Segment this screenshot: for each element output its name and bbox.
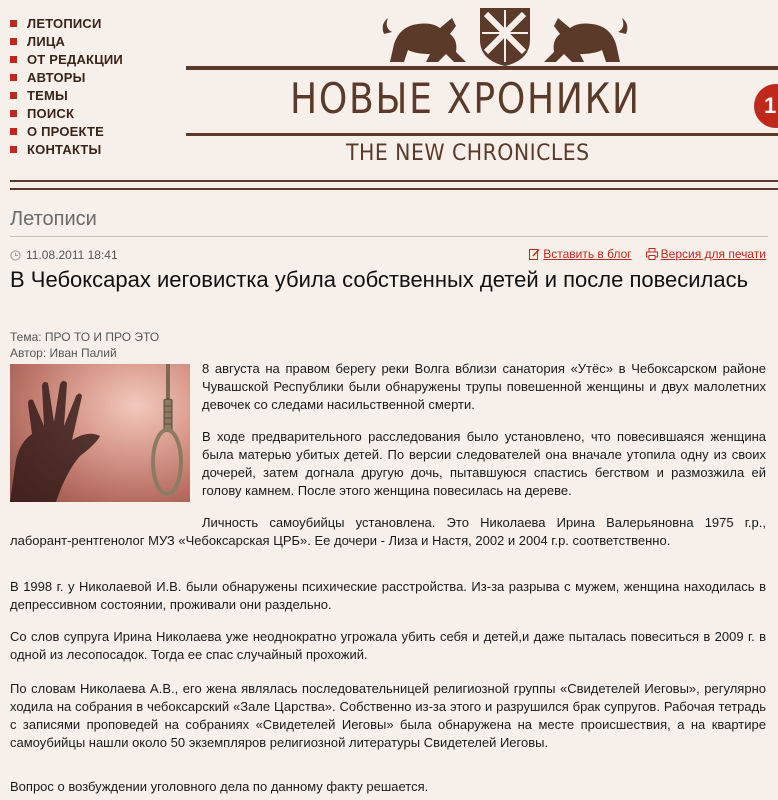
- article-paragraph-2: В ходе предварительного расследования было установлено, что повесившаяся женщина была матерью убитых детей. По версии следователей она вначале утопила одну из своих дочерей, затем догнала другую дочь, пытавшуюся спастись бегством и размозжила ей голову камнем. После этого женщина повесилась на дереве.: [202, 429, 766, 498]
- bullet-icon: [10, 146, 17, 153]
- section-divider: [10, 236, 768, 237]
- article-author[interactable]: Автор: Иван Палий: [10, 346, 117, 360]
- bullet-icon: [10, 38, 17, 45]
- nav-item-o-proekte[interactable]: О ПРОЕКТЕ: [10, 122, 123, 140]
- article-paragraph-7: Вопрос о возбуждении уголовного дела по данному факту решается.: [10, 779, 429, 794]
- article-photo: [10, 364, 190, 502]
- article-theme[interactable]: Тема: ПРО ТО И ПРО ЭТО: [10, 330, 160, 344]
- print-version-link[interactable]: Версия для печати: [646, 247, 766, 261]
- main-nav: [10, 14, 123, 158]
- age-badge: 1: [754, 84, 778, 128]
- nav-item-litsa[interactable]: ЛИЦА: [10, 32, 123, 50]
- header-rule-1: [10, 180, 778, 182]
- logo-rule-middle: [186, 133, 778, 136]
- print-icon: [646, 248, 658, 260]
- clock-icon: [10, 250, 21, 261]
- header-rule-2: [10, 188, 778, 190]
- pencil-icon: [529, 248, 540, 260]
- blog-embed-link[interactable]: Вставить в блог: [529, 247, 631, 261]
- nav-item-letopisi[interactable]: ЛЕТОПИСИ: [10, 14, 123, 32]
- article-paragraph-4: В 1998 г. у Николаевой И.В. были обнаружены психические расстройства. Из-за разрыва с мужем, женщина находилась в депрессивном состоянии, проживали они раздельно.: [10, 579, 766, 612]
- article-tools: [515, 247, 766, 261]
- logo-rule-top: [186, 66, 778, 70]
- bullet-icon: [10, 128, 17, 135]
- nav-item-poisk[interactable]: ПОИСК: [10, 104, 123, 122]
- article-date: [10, 248, 118, 262]
- bullet-icon: [10, 20, 17, 27]
- bullet-icon: [10, 110, 17, 117]
- lions-emblem-icon[interactable]: [380, 4, 630, 66]
- logo-subtitle: THE NEW CHRONICLES: [346, 141, 590, 166]
- nav-item-temy[interactable]: ТЕМЫ: [10, 86, 123, 104]
- article-title: В Чебоксарах иеговистка убила собственных детей и после повесилась: [10, 267, 749, 292]
- nav-item-kontakty[interactable]: КОНТАКТЫ: [10, 140, 123, 158]
- article-paragraph-3: Личность самоубийцы установлена. Это Николаева Ирина Валерьяновна 1975 г.р., лаборант-рентгенолог МУЗ «Чебоксарская ЦРБ». Ее дочери - Лиза и Настя, 2002 и 2004 г.р. соответственно.: [10, 515, 766, 548]
- bullet-icon: [10, 92, 17, 99]
- article-date-text: 11.08.2011 18:41: [26, 248, 118, 262]
- nav-item-avtory[interactable]: АВТОРЫ: [10, 68, 123, 86]
- bullet-icon: [10, 74, 17, 81]
- nav-item-ot-redaktsii[interactable]: ОТ РЕДАКЦИИ: [10, 50, 123, 68]
- article-paragraph-5: Со слов супруга Ирина Николаева уже неоднократно угрожала убить себя и детей,и даже пыталась повеситься в 2009 г. в одной из лесопосадок. Тогда ее спас случайный прохожий.: [10, 629, 766, 662]
- section-title: Летописи: [10, 208, 97, 230]
- article-paragraph-6: По словам Николаева А.В., его жена являлась последовательницей религиозной группы «Свидетелей Иеговы», регулярно ходила на собрания в чебоксарский «Зале Царства». Собственно из-за этого и разрушился брак супругов. Рабочая тетрадь с записями проповедей на собраниях «Свидетелей Иеговы» была обнаружена на месте происшествия, а на квартире самоубийцы нашли около 50 экземпляров религиозной литературы Свидетелей Иеговы.: [10, 681, 766, 750]
- article-paragraph-1: 8 августа на правом берегу реки Волга вблизи санатория «Утёс» в Чебоксарском районе Чувашской Республики были обнаружены трупы повешенной женщины и двух малолетних девочек со следами насильственной смерти.: [202, 361, 766, 412]
- noose-hand-image: [10, 364, 190, 502]
- bullet-icon: [10, 56, 17, 63]
- logo-title[interactable]: НОВЫЕ ХРОНИКИ: [290, 74, 641, 123]
